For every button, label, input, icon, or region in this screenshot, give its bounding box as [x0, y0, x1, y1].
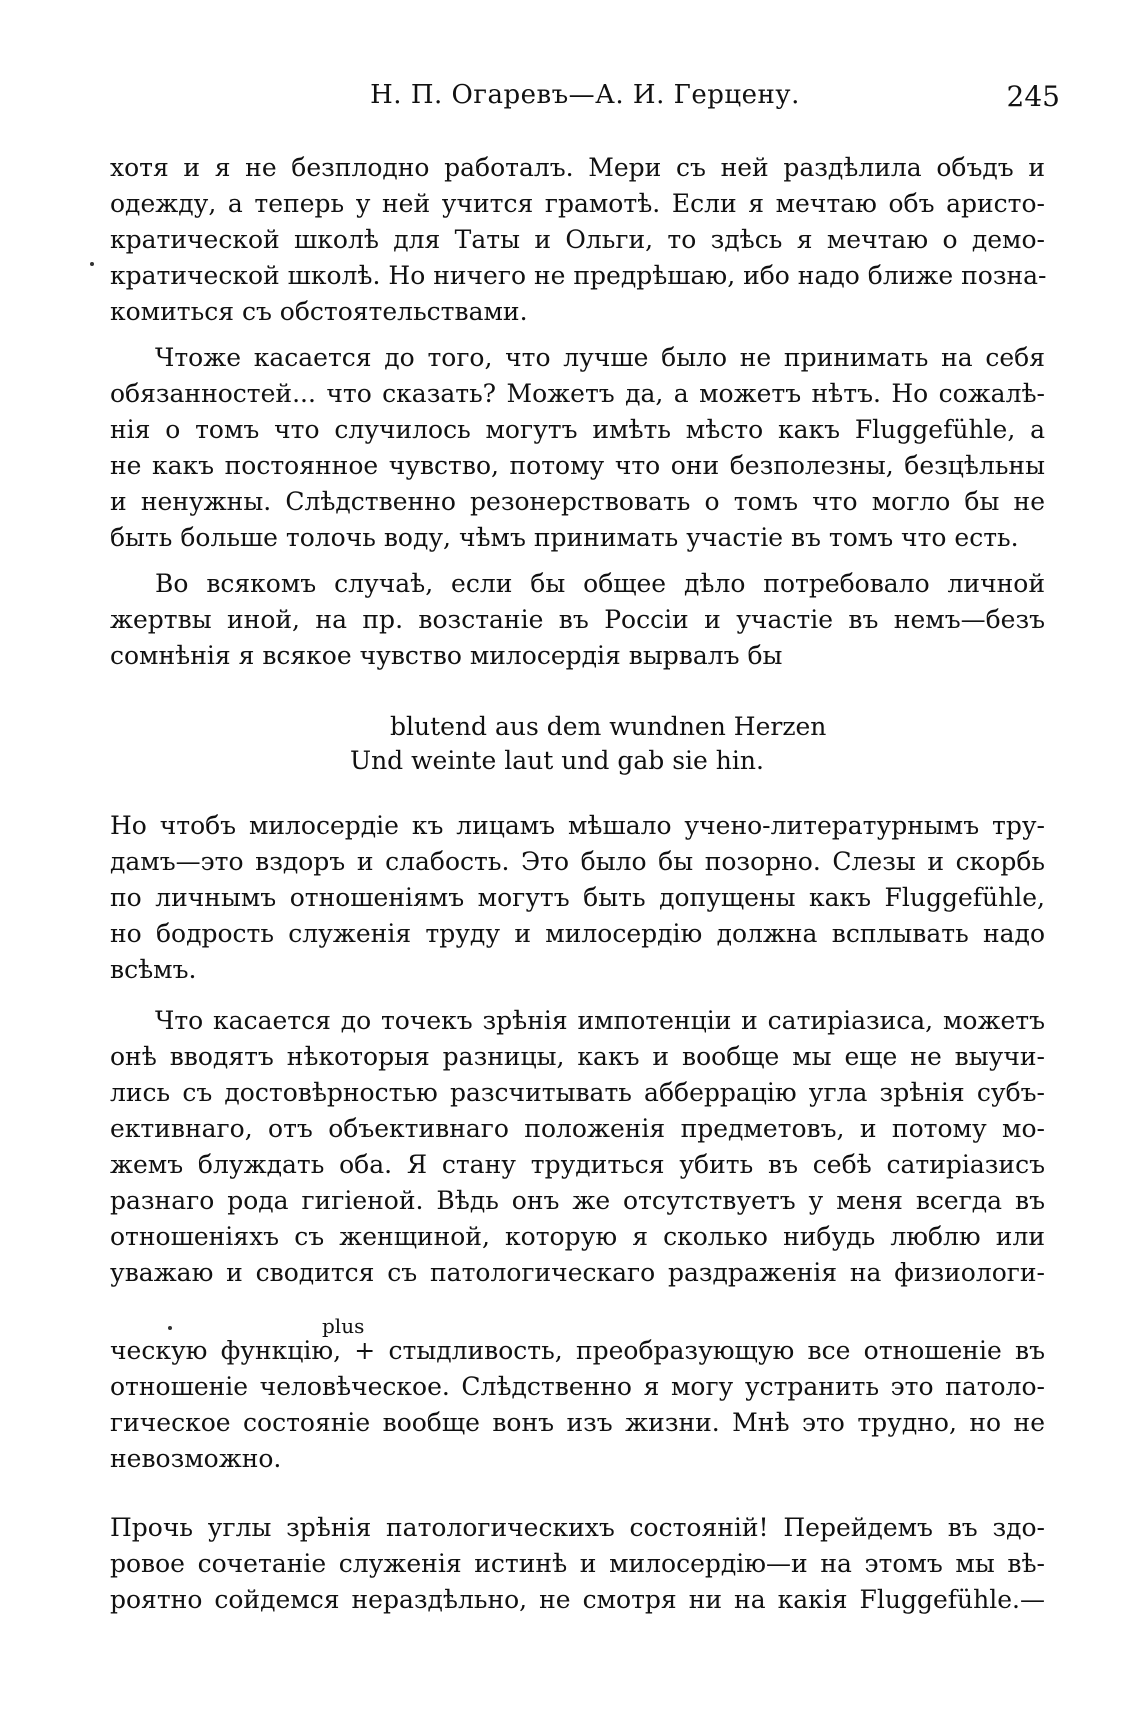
text-line: хотя и я не безплодно работалъ. Мери съ ней раздѣлила объдъ и: [110, 153, 1045, 182]
text-line: по личнымъ отношеніямъ могутъ быть допущены какъ Fluggefühle,: [110, 883, 1045, 912]
paragraph-3: [110, 566, 1045, 674]
text-line: обязанностей... что сказать? Можетъ да, а можетъ нѣтъ. Но сожалѣ-: [110, 379, 1045, 408]
text-line: комиться съ обстоятельствами.: [110, 297, 528, 326]
verse-line: Und weinte laut und gab sie hin.: [350, 746, 764, 775]
text-line: ровое сочетаніе служенія истинѣ и милосердію—и на этомъ мы вѣ-: [110, 1549, 1045, 1578]
paragraph-2: [110, 340, 1045, 556]
text-line: быть больше толочь воду, чѣмъ принимать участіе въ томъ что есть.: [110, 523, 1019, 552]
text-line: ческую функцію, + стыдливость, преобразующую все отношеніе въ: [110, 1336, 1045, 1365]
paragraph-5: [110, 1003, 1045, 1291]
text-line: одежду, а теперь у ней учится грамотѣ. Если я мечтаю объ аристо-: [110, 189, 1045, 218]
text-line: роятно сойдемся нераздѣльно, не смотря ни на какія Fluggefühle.—: [110, 1585, 1045, 1614]
text-line: дамъ—это вздоръ и слабость. Это было бы позорно. Слезы и скорбь: [110, 847, 1045, 876]
text-line: разнаго рода гигіеной. Вѣдь онъ же отсутствуетъ у меня всегда въ: [110, 1186, 1045, 1215]
text-line: кратической школѣ для Таты и Ольги, то здѣсь я мечтаю о демо-: [110, 225, 1045, 254]
ink-speck: [168, 1326, 172, 1330]
text-line: но бодрость служенія труду и милосердію должна всплывать надо: [110, 919, 1045, 948]
text-line: гическое состояніе вообще вонъ изъ жизни. Мнѣ это трудно, но не: [110, 1408, 1045, 1437]
text-line: всѣмъ.: [110, 955, 197, 984]
text-line: жемъ блуждать оба. Я стану трудиться убить въ себѣ сатиріазисъ: [110, 1150, 1045, 1179]
text-line: сомнѣнія я всякое чувство милосердія вырвалъ бы: [110, 641, 783, 670]
text-line: онѣ вводятъ нѣкоторыя разницы, какъ и вообще мы еще не выучи-: [110, 1042, 1045, 1071]
text-block-top: [110, 150, 1045, 684]
text-line: Что касается до точекъ зрѣнія импотенціи и сатиріазиса, можетъ: [155, 1006, 1045, 1035]
verse-quote: [350, 710, 850, 778]
text-line: отношеніяхъ съ женщиной, которую я сколько нибудь люблю или: [110, 1222, 1045, 1251]
text-line: Но чтобъ милосердіе къ лицамъ мѣшало учено-литературнымъ тру-: [110, 811, 1045, 840]
text-line: ективнаго, отъ объективнаго положенія предметовъ, и потому мо-: [110, 1114, 1045, 1143]
ink-speck: [90, 262, 94, 266]
running-header: [110, 80, 1060, 120]
text-line: и ненужны. Слѣдственно резонерствовать о томъ что могло бы не: [110, 487, 1045, 516]
text-line: Чтоже касается до того, что лучше было не принимать на себя: [155, 343, 1045, 372]
text-line: Прочь углы зрѣнія патологическихъ состояній! Перейдемъ въ здо-: [110, 1513, 1045, 1542]
paragraph-6: [110, 1333, 1045, 1477]
text-line: нія о томъ что случилось могутъ имѣть мѣсто какъ Fluggefühle, а: [110, 415, 1045, 444]
paragraph-1: [110, 150, 1045, 330]
text-line: лись съ достовѣрностью разсчитывать абберрацію угла зрѣнія субъ-: [110, 1078, 1045, 1107]
text-line: отношеніе человѣческое. Слѣдственно я могу устранить это патоло-: [110, 1372, 1045, 1401]
verse-line: blutend aus dem wundnen Herzen: [390, 712, 827, 741]
text-line: уважаю и сводится съ патологическаго раздраженія на физиологи-: [110, 1258, 1045, 1287]
plus-annotation: plus: [322, 1314, 365, 1338]
text-line: не какъ постоянное чувство, потому что они безполезны, безцѣльны: [110, 451, 1045, 480]
text-line: невозможно.: [110, 1444, 282, 1473]
header-title: Н. П. Огаревъ—А. И. Герцену.: [370, 80, 800, 110]
paragraph-7: [110, 1510, 1045, 1618]
text-line: жертвы иной, на пр. возстаніе въ Россіи и участіе въ немъ—безъ: [110, 605, 1045, 634]
paragraph-4: [110, 808, 1045, 988]
text-line: Во всякомъ случаѣ, если бы общее дѣло потребовало личной: [155, 569, 1045, 598]
text-line: кратической школѣ. Но ничего не предрѣшаю, ибо надо ближе позна-: [110, 261, 1047, 290]
page-number: 245: [1006, 80, 1060, 113]
